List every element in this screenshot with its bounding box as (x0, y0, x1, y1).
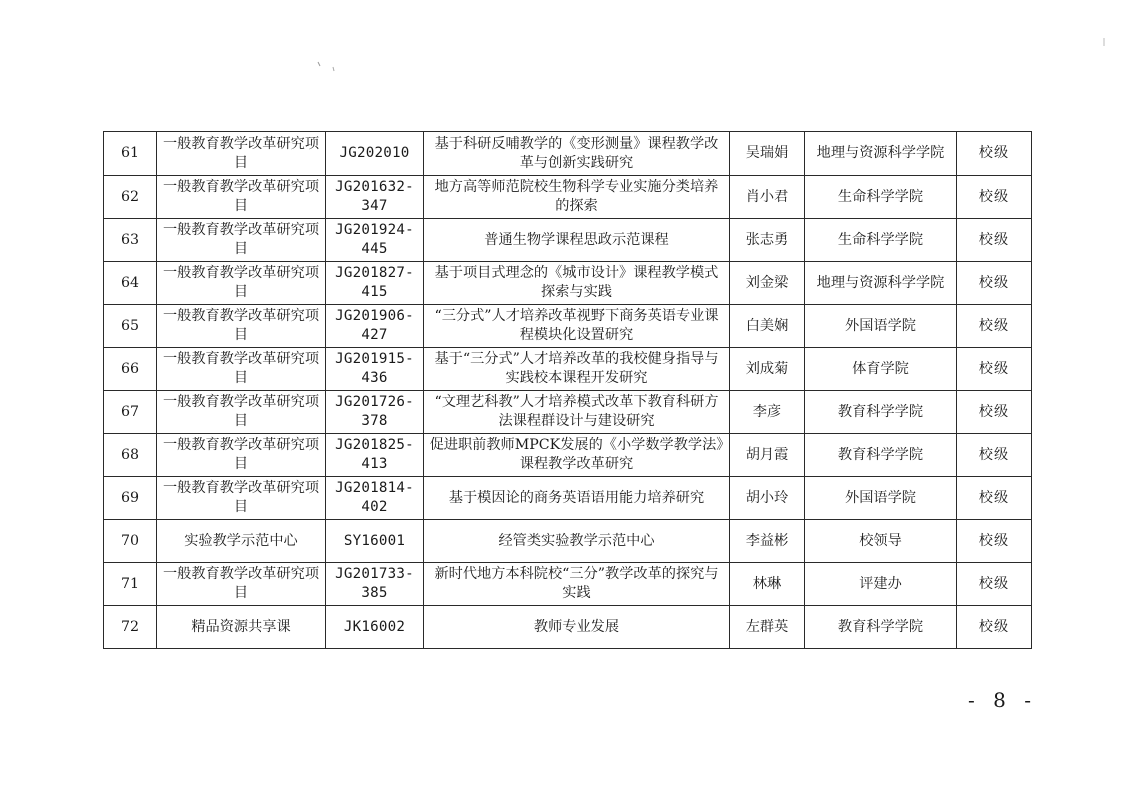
department-cell: 生命科学学院 (805, 219, 957, 262)
project-code-cell: SY16001 (326, 520, 424, 563)
project-level-cell: 校级 (957, 563, 1032, 606)
project-title-cell: “三分式”人才培养改革视野下商务英语专业课程模块化设置研究 (424, 305, 730, 348)
project-type-cell: 一般教育教学改革研究项目 (157, 305, 326, 348)
table-row (104, 305, 1032, 348)
project-code-cell: JK16002 (326, 606, 424, 649)
project-level-cell: 校级 (957, 219, 1032, 262)
project-leader-cell: 白美娴 (730, 305, 805, 348)
project-title-cell: 普通生物学课程思政示范课程 (424, 219, 730, 262)
table-row (104, 520, 1032, 563)
row-number-cell: 70 (104, 520, 157, 563)
project-leader-cell: 胡小玲 (730, 477, 805, 520)
row-number-cell: 65 (104, 305, 157, 348)
project-type-cell: 一般教育教学改革研究项目 (157, 132, 326, 176)
row-number-cell: 61 (104, 132, 157, 176)
project-title-cell: 地方高等师范院校生物科学专业实施分类培养的探索 (424, 176, 730, 219)
table-row (104, 132, 1032, 176)
project-leader-cell: 左群英 (730, 606, 805, 649)
project-level-cell: 校级 (957, 348, 1032, 391)
department-cell: 外国语学院 (805, 477, 957, 520)
table-row (104, 262, 1032, 305)
project-code-cell: JG201915-436 (326, 348, 424, 391)
row-number-cell: 68 (104, 434, 157, 477)
project-code-cell: JG201825-413 (326, 434, 424, 477)
project-title-cell: 促进职前教师MPCK发展的《小学数学教学法》课程教学改革研究 (424, 434, 730, 477)
project-level-cell: 校级 (957, 520, 1032, 563)
project-level-cell: 校级 (957, 132, 1032, 176)
project-code-cell: JG201814-402 (326, 477, 424, 520)
table-row (104, 219, 1032, 262)
department-cell: 校领导 (805, 520, 957, 563)
row-number-cell: 69 (104, 477, 157, 520)
project-type-cell: 一般教育教学改革研究项目 (157, 348, 326, 391)
table-row (104, 348, 1032, 391)
department-cell: 生命科学学院 (805, 176, 957, 219)
table-row (104, 176, 1032, 219)
project-level-cell: 校级 (957, 176, 1032, 219)
project-type-cell: 一般教育教学改革研究项目 (157, 434, 326, 477)
project-title-cell: 基于“三分式”人才培养改革的我校健身指导与实践校本课程开发研究 (424, 348, 730, 391)
row-number-cell: 67 (104, 391, 157, 434)
project-type-cell: 一般教育教学改革研究项目 (157, 219, 326, 262)
row-number-cell: 63 (104, 219, 157, 262)
row-number-cell: 64 (104, 262, 157, 305)
project-leader-cell: 刘成菊 (730, 348, 805, 391)
project-code-cell: JG201632-347 (326, 176, 424, 219)
project-title-cell: 教师专业发展 (424, 606, 730, 649)
project-type-cell: 一般教育教学改革研究项目 (157, 477, 326, 520)
project-title-cell: “文理艺科教”人才培养模式改革下教育科研方法课程群设计与建设研究 (424, 391, 730, 434)
project-code-cell: JG201733-385 (326, 563, 424, 606)
row-number-cell: 66 (104, 348, 157, 391)
project-leader-cell: 吴瑞娟 (730, 132, 805, 176)
project-code-cell: JG201924-445 (326, 219, 424, 262)
project-type-cell: 精品资源共享课 (157, 606, 326, 649)
row-number-cell: 62 (104, 176, 157, 219)
project-type-cell: 一般教育教学改革研究项目 (157, 262, 326, 305)
row-number-cell: 71 (104, 563, 157, 606)
project-level-cell: 校级 (957, 305, 1032, 348)
table-row (104, 391, 1032, 434)
project-title-cell: 基于项目式理念的《城市设计》课程教学模式探索与实践 (424, 262, 730, 305)
project-level-cell: 校级 (957, 262, 1032, 305)
project-type-cell: 一般教育教学改革研究项目 (157, 563, 326, 606)
row-number-cell: 72 (104, 606, 157, 649)
project-leader-cell: 胡月霞 (730, 434, 805, 477)
project-code-cell: JG202010 (326, 132, 424, 176)
project-level-cell: 校级 (957, 391, 1032, 434)
project-leader-cell: 李彦 (730, 391, 805, 434)
project-type-cell: 一般教育教学改革研究项目 (157, 176, 326, 219)
department-cell: 外国语学院 (805, 305, 957, 348)
project-leader-cell: 肖小君 (730, 176, 805, 219)
department-cell: 教育科学学院 (805, 434, 957, 477)
project-title-cell: 经管类实验教学示范中心 (424, 520, 730, 563)
project-level-cell: 校级 (957, 434, 1032, 477)
project-title-cell: 基于科研反哺教学的《变形测量》课程教学改革与创新实践研究 (424, 132, 730, 176)
table-row (104, 563, 1032, 606)
department-cell: 地理与资源科学学院 (805, 132, 957, 176)
project-title-cell: 新时代地方本科院校“三分”教学改革的探究与实践 (424, 563, 730, 606)
project-type-cell: 实验教学示范中心 (157, 520, 326, 563)
project-code-cell: JG201726-378 (326, 391, 424, 434)
project-code-cell: JG201906-427 (326, 305, 424, 348)
table-row (104, 606, 1032, 649)
table-row (104, 434, 1032, 477)
department-cell: 体育学院 (805, 348, 957, 391)
department-cell: 教育科学学院 (805, 391, 957, 434)
department-cell: 地理与资源科学学院 (805, 262, 957, 305)
project-code-cell: JG201827-415 (326, 262, 424, 305)
project-table (103, 131, 1032, 649)
project-level-cell: 校级 (957, 477, 1032, 520)
project-title-cell: 基于模因论的商务英语语用能力培养研究 (424, 477, 730, 520)
project-level-cell: 校级 (957, 606, 1032, 649)
project-leader-cell: 李益彬 (730, 520, 805, 563)
project-leader-cell: 刘金梁 (730, 262, 805, 305)
project-leader-cell: 林琳 (730, 563, 805, 606)
page-number: - 8 - (968, 688, 1037, 712)
department-cell: 教育科学学院 (805, 606, 957, 649)
table-row (104, 477, 1032, 520)
project-type-cell: 一般教育教学改革研究项目 (157, 391, 326, 434)
department-cell: 评建办 (805, 563, 957, 606)
project-leader-cell: 张志勇 (730, 219, 805, 262)
